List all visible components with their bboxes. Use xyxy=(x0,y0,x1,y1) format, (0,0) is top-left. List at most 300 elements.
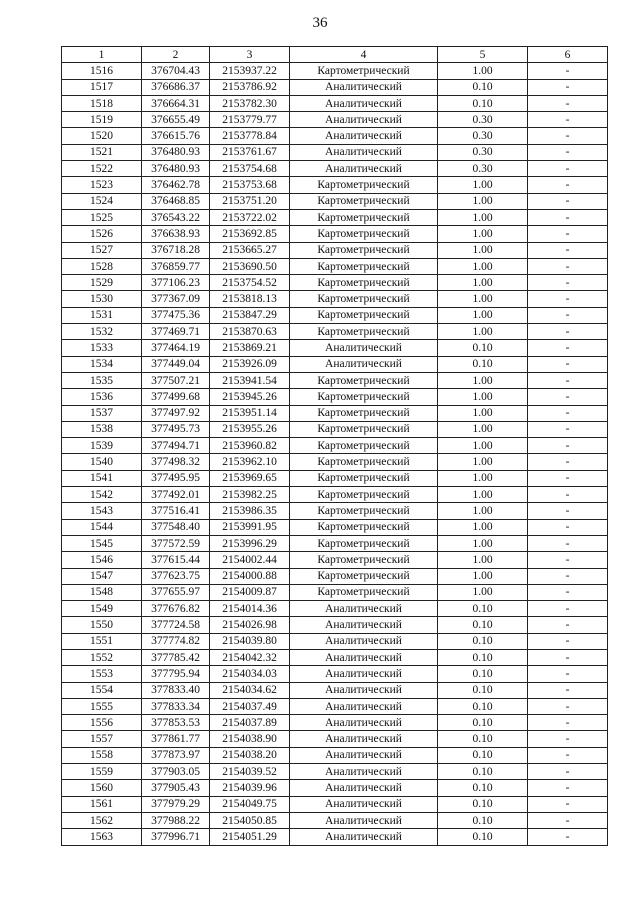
note-cell: - xyxy=(528,666,608,682)
y-coordinate-cell: 2153937.22 xyxy=(210,63,290,79)
x-coordinate-cell: 376655.49 xyxy=(142,112,210,128)
table-row xyxy=(62,340,608,356)
method-cell: Картометрический xyxy=(290,470,438,486)
table-row xyxy=(62,568,608,584)
table-row xyxy=(62,633,608,649)
method-cell: Аналитический xyxy=(290,796,438,812)
point-number-cell: 1542 xyxy=(62,487,142,503)
x-coordinate-cell: 377724.58 xyxy=(142,617,210,633)
point-number-cell: 1528 xyxy=(62,258,142,274)
accuracy-cell: 1.00 xyxy=(438,226,528,242)
method-cell: Картометрический xyxy=(290,226,438,242)
table-row xyxy=(62,177,608,193)
table-row xyxy=(62,324,608,340)
method-cell: Картометрический xyxy=(290,307,438,323)
note-cell: - xyxy=(528,242,608,258)
x-coordinate-cell: 376543.22 xyxy=(142,209,210,225)
note-cell: - xyxy=(528,698,608,714)
table-row xyxy=(62,601,608,617)
point-number-cell: 1537 xyxy=(62,405,142,421)
y-coordinate-cell: 2153761.67 xyxy=(210,144,290,160)
x-coordinate-cell: 376704.43 xyxy=(142,63,210,79)
point-number-cell: 1536 xyxy=(62,389,142,405)
y-coordinate-cell: 2153991.95 xyxy=(210,519,290,535)
y-coordinate-cell: 2154002.44 xyxy=(210,552,290,568)
table-row xyxy=(62,796,608,812)
point-number-cell: 1532 xyxy=(62,324,142,340)
accuracy-cell: 0.10 xyxy=(438,356,528,372)
x-coordinate-cell: 377774.82 xyxy=(142,633,210,649)
x-coordinate-cell: 377464.19 xyxy=(142,340,210,356)
x-coordinate-cell: 377853.53 xyxy=(142,715,210,731)
method-cell: Картометрический xyxy=(290,421,438,437)
x-coordinate-cell: 377498.32 xyxy=(142,454,210,470)
header-row xyxy=(62,47,608,63)
y-coordinate-cell: 2153955.26 xyxy=(210,421,290,437)
y-coordinate-cell: 2153818.13 xyxy=(210,291,290,307)
note-cell: - xyxy=(528,291,608,307)
point-number-cell: 1525 xyxy=(62,209,142,225)
y-coordinate-cell: 2153941.54 xyxy=(210,372,290,388)
y-coordinate-cell: 2154050.85 xyxy=(210,812,290,828)
method-cell: Картометрический xyxy=(290,324,438,340)
y-coordinate-cell: 2154039.52 xyxy=(210,764,290,780)
note-cell: - xyxy=(528,307,608,323)
note-cell: - xyxy=(528,340,608,356)
table-row xyxy=(62,389,608,405)
table-row xyxy=(62,829,608,845)
point-number-cell: 1558 xyxy=(62,747,142,763)
method-cell: Картометрический xyxy=(290,519,438,535)
y-coordinate-cell: 2153869.21 xyxy=(210,340,290,356)
x-coordinate-cell: 376664.31 xyxy=(142,95,210,111)
x-coordinate-cell: 377833.34 xyxy=(142,698,210,714)
table-row xyxy=(62,421,608,437)
y-coordinate-cell: 2153753.68 xyxy=(210,177,290,193)
accuracy-cell: 1.00 xyxy=(438,307,528,323)
table-row xyxy=(62,193,608,209)
table-row xyxy=(62,161,608,177)
method-cell: Картометрический xyxy=(290,275,438,291)
x-coordinate-cell: 377497.92 xyxy=(142,405,210,421)
accuracy-cell: 0.10 xyxy=(438,601,528,617)
table-row xyxy=(62,128,608,144)
x-coordinate-cell: 377861.77 xyxy=(142,731,210,747)
y-coordinate-cell: 2153779.77 xyxy=(210,112,290,128)
accuracy-cell: 1.00 xyxy=(438,503,528,519)
method-cell: Картометрический xyxy=(290,63,438,79)
x-coordinate-cell: 377979.29 xyxy=(142,796,210,812)
point-number-cell: 1562 xyxy=(62,812,142,828)
method-cell: Аналитический xyxy=(290,715,438,731)
y-coordinate-cell: 2154037.49 xyxy=(210,698,290,714)
y-coordinate-cell: 2153692.85 xyxy=(210,226,290,242)
accuracy-cell: 0.10 xyxy=(438,812,528,828)
y-coordinate-cell: 2154038.20 xyxy=(210,747,290,763)
method-cell: Аналитический xyxy=(290,698,438,714)
x-coordinate-cell: 377833.40 xyxy=(142,682,210,698)
accuracy-cell: 1.00 xyxy=(438,242,528,258)
method-cell: Картометрический xyxy=(290,487,438,503)
note-cell: - xyxy=(528,535,608,551)
y-coordinate-cell: 2154051.29 xyxy=(210,829,290,845)
note-cell: - xyxy=(528,193,608,209)
point-number-cell: 1553 xyxy=(62,666,142,682)
x-coordinate-cell: 377903.05 xyxy=(142,764,210,780)
x-coordinate-cell: 376638.93 xyxy=(142,226,210,242)
table-row xyxy=(62,764,608,780)
y-coordinate-cell: 2153665.27 xyxy=(210,242,290,258)
y-coordinate-cell: 2154026.98 xyxy=(210,617,290,633)
point-number-cell: 1522 xyxy=(62,161,142,177)
point-number-cell: 1556 xyxy=(62,715,142,731)
y-coordinate-cell: 2153960.82 xyxy=(210,438,290,454)
accuracy-cell: 0.10 xyxy=(438,829,528,845)
accuracy-cell: 1.00 xyxy=(438,470,528,486)
y-coordinate-cell: 2153982.25 xyxy=(210,487,290,503)
y-coordinate-cell: 2154039.80 xyxy=(210,633,290,649)
note-cell: - xyxy=(528,63,608,79)
note-cell: - xyxy=(528,715,608,731)
accuracy-cell: 0.30 xyxy=(438,128,528,144)
table-row xyxy=(62,291,608,307)
table-row xyxy=(62,112,608,128)
y-coordinate-cell: 2153778.84 xyxy=(210,128,290,144)
note-cell: - xyxy=(528,258,608,274)
y-coordinate-cell: 2154042.32 xyxy=(210,649,290,665)
note-cell: - xyxy=(528,584,608,600)
method-cell: Аналитический xyxy=(290,617,438,633)
point-number-cell: 1523 xyxy=(62,177,142,193)
accuracy-cell: 0.30 xyxy=(438,112,528,128)
table-row xyxy=(62,63,608,79)
method-cell: Картометрический xyxy=(290,584,438,600)
point-number-cell: 1561 xyxy=(62,796,142,812)
method-cell: Аналитический xyxy=(290,601,438,617)
point-number-cell: 1524 xyxy=(62,193,142,209)
note-cell: - xyxy=(528,617,608,633)
note-cell: - xyxy=(528,780,608,796)
table-row xyxy=(62,79,608,95)
y-coordinate-cell: 2153962.10 xyxy=(210,454,290,470)
point-number-cell: 1527 xyxy=(62,242,142,258)
x-coordinate-cell: 377516.41 xyxy=(142,503,210,519)
accuracy-cell: 0.10 xyxy=(438,666,528,682)
point-number-cell: 1560 xyxy=(62,780,142,796)
x-coordinate-cell: 376480.93 xyxy=(142,144,210,160)
table-row xyxy=(62,584,608,600)
accuracy-cell: 0.10 xyxy=(438,747,528,763)
note-cell: - xyxy=(528,731,608,747)
x-coordinate-cell: 377795.94 xyxy=(142,666,210,682)
method-cell: Аналитический xyxy=(290,829,438,845)
accuracy-cell: 1.00 xyxy=(438,519,528,535)
point-number-cell: 1533 xyxy=(62,340,142,356)
accuracy-cell: 0.10 xyxy=(438,95,528,111)
method-cell: Картометрический xyxy=(290,568,438,584)
point-number-cell: 1539 xyxy=(62,438,142,454)
note-cell: - xyxy=(528,144,608,160)
x-coordinate-cell: 377996.71 xyxy=(142,829,210,845)
point-number-cell: 1557 xyxy=(62,731,142,747)
note-cell: - xyxy=(528,95,608,111)
point-number-cell: 1559 xyxy=(62,764,142,780)
table-row xyxy=(62,731,608,747)
table-row xyxy=(62,535,608,551)
x-coordinate-cell: 377873.97 xyxy=(142,747,210,763)
method-cell: Аналитический xyxy=(290,747,438,763)
note-cell: - xyxy=(528,356,608,372)
accuracy-cell: 0.30 xyxy=(438,144,528,160)
accuracy-cell: 0.10 xyxy=(438,649,528,665)
note-cell: - xyxy=(528,454,608,470)
x-coordinate-cell: 376462.78 xyxy=(142,177,210,193)
point-number-cell: 1551 xyxy=(62,633,142,649)
point-number-cell: 1546 xyxy=(62,552,142,568)
note-cell: - xyxy=(528,372,608,388)
table-row xyxy=(62,617,608,633)
point-number-cell: 1519 xyxy=(62,112,142,128)
note-cell: - xyxy=(528,487,608,503)
note-cell: - xyxy=(528,324,608,340)
x-coordinate-cell: 377905.43 xyxy=(142,780,210,796)
note-cell: - xyxy=(528,177,608,193)
table-row xyxy=(62,258,608,274)
column-header: 5 xyxy=(438,47,528,63)
x-coordinate-cell: 377785.42 xyxy=(142,649,210,665)
note-cell: - xyxy=(528,161,608,177)
method-cell: Аналитический xyxy=(290,649,438,665)
accuracy-cell: 1.00 xyxy=(438,405,528,421)
y-coordinate-cell: 2153926.09 xyxy=(210,356,290,372)
y-coordinate-cell: 2154014.36 xyxy=(210,601,290,617)
accuracy-cell: 1.00 xyxy=(438,324,528,340)
accuracy-cell: 1.00 xyxy=(438,584,528,600)
accuracy-cell: 1.00 xyxy=(438,291,528,307)
y-coordinate-cell: 2154009.87 xyxy=(210,584,290,600)
note-cell: - xyxy=(528,128,608,144)
y-coordinate-cell: 2153847.29 xyxy=(210,307,290,323)
x-coordinate-cell: 376859.77 xyxy=(142,258,210,274)
point-number-cell: 1535 xyxy=(62,372,142,388)
accuracy-cell: 0.10 xyxy=(438,780,528,796)
method-cell: Аналитический xyxy=(290,633,438,649)
method-cell: Аналитический xyxy=(290,812,438,828)
x-coordinate-cell: 377499.68 xyxy=(142,389,210,405)
accuracy-cell: 1.00 xyxy=(438,275,528,291)
note-cell: - xyxy=(528,796,608,812)
accuracy-cell: 1.00 xyxy=(438,421,528,437)
accuracy-cell: 1.00 xyxy=(438,568,528,584)
note-cell: - xyxy=(528,601,608,617)
method-cell: Картометрический xyxy=(290,405,438,421)
x-coordinate-cell: 377655.97 xyxy=(142,584,210,600)
table-row xyxy=(62,698,608,714)
table-row xyxy=(62,242,608,258)
accuracy-cell: 0.10 xyxy=(438,633,528,649)
accuracy-cell: 1.00 xyxy=(438,193,528,209)
y-coordinate-cell: 2153751.20 xyxy=(210,193,290,209)
table-row xyxy=(62,552,608,568)
method-cell: Аналитический xyxy=(290,95,438,111)
table-row xyxy=(62,780,608,796)
point-number-cell: 1534 xyxy=(62,356,142,372)
point-number-cell: 1552 xyxy=(62,649,142,665)
table-row xyxy=(62,209,608,225)
column-header: 3 xyxy=(210,47,290,63)
method-cell: Картометрический xyxy=(290,552,438,568)
table-row xyxy=(62,812,608,828)
table-row xyxy=(62,487,608,503)
method-cell: Аналитический xyxy=(290,682,438,698)
table-row xyxy=(62,747,608,763)
accuracy-cell: 0.10 xyxy=(438,731,528,747)
x-coordinate-cell: 377106.23 xyxy=(142,275,210,291)
note-cell: - xyxy=(528,519,608,535)
y-coordinate-cell: 2153782.30 xyxy=(210,95,290,111)
x-coordinate-cell: 376615.76 xyxy=(142,128,210,144)
accuracy-cell: 0.10 xyxy=(438,340,528,356)
x-coordinate-cell: 377572.59 xyxy=(142,535,210,551)
x-coordinate-cell: 376468.85 xyxy=(142,193,210,209)
method-cell: Картометрический xyxy=(290,177,438,193)
point-number-cell: 1555 xyxy=(62,698,142,714)
method-cell: Аналитический xyxy=(290,112,438,128)
coordinates-table xyxy=(61,46,608,846)
point-number-cell: 1530 xyxy=(62,291,142,307)
y-coordinate-cell: 2153754.52 xyxy=(210,275,290,291)
table-row xyxy=(62,405,608,421)
point-number-cell: 1549 xyxy=(62,601,142,617)
table-row xyxy=(62,226,608,242)
x-coordinate-cell: 377475.36 xyxy=(142,307,210,323)
table-row xyxy=(62,275,608,291)
x-coordinate-cell: 377492.01 xyxy=(142,487,210,503)
point-number-cell: 1516 xyxy=(62,63,142,79)
y-coordinate-cell: 2154039.96 xyxy=(210,780,290,796)
method-cell: Картометрический xyxy=(290,535,438,551)
table-row xyxy=(62,454,608,470)
point-number-cell: 1554 xyxy=(62,682,142,698)
note-cell: - xyxy=(528,503,608,519)
note-cell: - xyxy=(528,552,608,568)
point-number-cell: 1526 xyxy=(62,226,142,242)
table-row xyxy=(62,470,608,486)
accuracy-cell: 0.10 xyxy=(438,698,528,714)
x-coordinate-cell: 376718.28 xyxy=(142,242,210,258)
note-cell: - xyxy=(528,764,608,780)
point-number-cell: 1521 xyxy=(62,144,142,160)
accuracy-cell: 1.00 xyxy=(438,535,528,551)
accuracy-cell: 1.00 xyxy=(438,454,528,470)
method-cell: Картометрический xyxy=(290,372,438,388)
accuracy-cell: 1.00 xyxy=(438,438,528,454)
note-cell: - xyxy=(528,405,608,421)
accuracy-cell: 0.10 xyxy=(438,764,528,780)
column-header: 4 xyxy=(290,47,438,63)
note-cell: - xyxy=(528,389,608,405)
y-coordinate-cell: 2153754.68 xyxy=(210,161,290,177)
y-coordinate-cell: 2153951.14 xyxy=(210,405,290,421)
x-coordinate-cell: 377988.22 xyxy=(142,812,210,828)
table-row xyxy=(62,666,608,682)
y-coordinate-cell: 2153945.26 xyxy=(210,389,290,405)
table-row xyxy=(62,307,608,323)
note-cell: - xyxy=(528,209,608,225)
note-cell: - xyxy=(528,79,608,95)
y-coordinate-cell: 2154034.03 xyxy=(210,666,290,682)
table-row xyxy=(62,503,608,519)
accuracy-cell: 0.10 xyxy=(438,79,528,95)
note-cell: - xyxy=(528,470,608,486)
x-coordinate-cell: 376480.93 xyxy=(142,161,210,177)
y-coordinate-cell: 2153996.29 xyxy=(210,535,290,551)
method-cell: Аналитический xyxy=(290,128,438,144)
y-coordinate-cell: 2153690.50 xyxy=(210,258,290,274)
note-cell: - xyxy=(528,682,608,698)
note-cell: - xyxy=(528,112,608,128)
table-row xyxy=(62,372,608,388)
y-coordinate-cell: 2154049.75 xyxy=(210,796,290,812)
table-row xyxy=(62,649,608,665)
table-row xyxy=(62,715,608,731)
table-row xyxy=(62,682,608,698)
method-cell: Аналитический xyxy=(290,161,438,177)
y-coordinate-cell: 2153969.65 xyxy=(210,470,290,486)
x-coordinate-cell: 377615.44 xyxy=(142,552,210,568)
accuracy-cell: 1.00 xyxy=(438,258,528,274)
table-header xyxy=(62,47,608,63)
method-cell: Аналитический xyxy=(290,764,438,780)
point-number-cell: 1531 xyxy=(62,307,142,323)
point-number-cell: 1543 xyxy=(62,503,142,519)
method-cell: Картометрический xyxy=(290,242,438,258)
page-number: 36 xyxy=(312,15,328,31)
y-coordinate-cell: 2154037.89 xyxy=(210,715,290,731)
table-row xyxy=(62,95,608,111)
table-row xyxy=(62,356,608,372)
point-number-cell: 1544 xyxy=(62,519,142,535)
point-number-cell: 1517 xyxy=(62,79,142,95)
note-cell: - xyxy=(528,275,608,291)
point-number-cell: 1540 xyxy=(62,454,142,470)
x-coordinate-cell: 376686.37 xyxy=(142,79,210,95)
accuracy-cell: 0.10 xyxy=(438,796,528,812)
accuracy-cell: 0.30 xyxy=(438,161,528,177)
x-coordinate-cell: 377676.82 xyxy=(142,601,210,617)
method-cell: Аналитический xyxy=(290,356,438,372)
method-cell: Аналитический xyxy=(290,340,438,356)
method-cell: Картометрический xyxy=(290,209,438,225)
note-cell: - xyxy=(528,226,608,242)
x-coordinate-cell: 377623.75 xyxy=(142,568,210,584)
method-cell: Картометрический xyxy=(290,193,438,209)
accuracy-cell: 1.00 xyxy=(438,389,528,405)
y-coordinate-cell: 2153870.63 xyxy=(210,324,290,340)
method-cell: Картометрический xyxy=(290,454,438,470)
note-cell: - xyxy=(528,568,608,584)
method-cell: Аналитический xyxy=(290,666,438,682)
point-number-cell: 1538 xyxy=(62,421,142,437)
x-coordinate-cell: 377495.95 xyxy=(142,470,210,486)
point-number-cell: 1545 xyxy=(62,535,142,551)
accuracy-cell: 0.10 xyxy=(438,617,528,633)
accuracy-cell: 0.10 xyxy=(438,715,528,731)
x-coordinate-cell: 377507.21 xyxy=(142,372,210,388)
point-number-cell: 1563 xyxy=(62,829,142,845)
x-coordinate-cell: 377449.04 xyxy=(142,356,210,372)
method-cell: Аналитический xyxy=(290,79,438,95)
